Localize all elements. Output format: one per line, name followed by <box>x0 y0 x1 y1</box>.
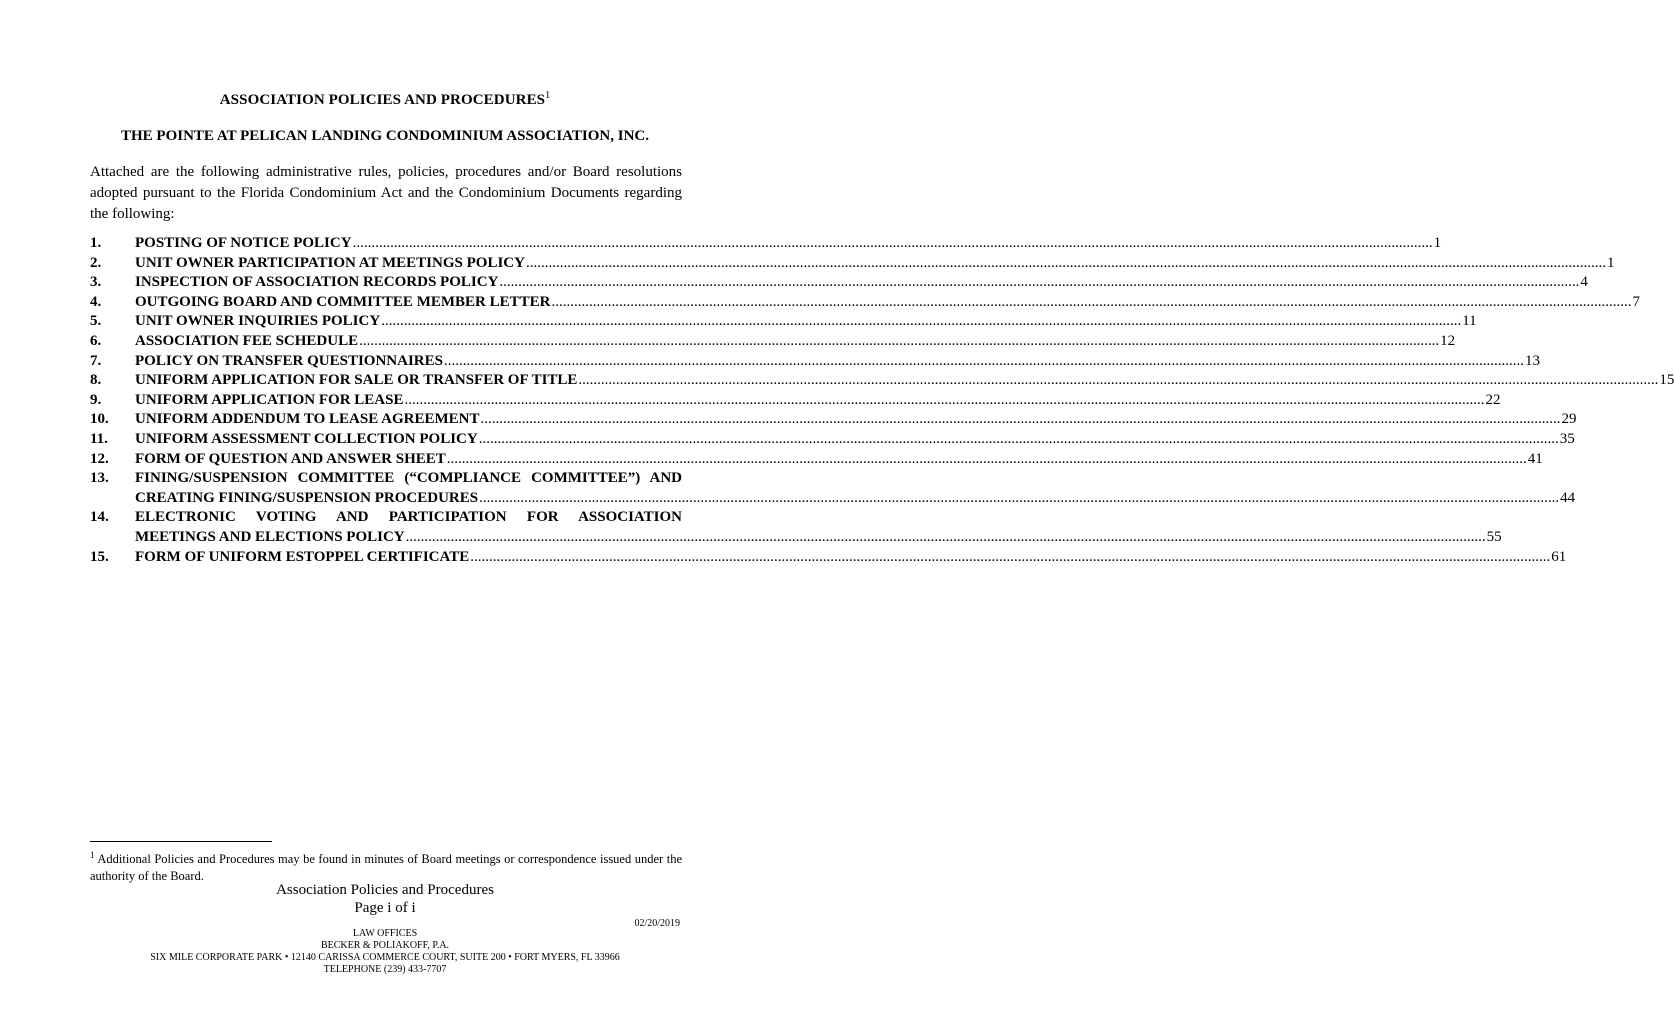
toc-item-number: 6. <box>90 332 102 349</box>
toc-item-page: 55 <box>1486 528 1502 545</box>
toc-dot-leader <box>405 391 1485 411</box>
toc-item-title: UNIT OWNER PARTICIPATION AT MEETINGS POLICY <box>135 254 525 271</box>
toc-item-line <box>135 391 1501 411</box>
toc-item-page: 13 <box>1524 352 1540 369</box>
toc-item-number: 1. <box>90 235 102 251</box>
toc-item-title: FORM OF UNIFORM ESTOPPEL CERTIFICATE <box>135 548 470 565</box>
toc-item <box>90 548 1567 568</box>
toc-item-body <box>135 430 1575 450</box>
toc-dot-leader <box>479 489 1559 509</box>
toc-item <box>90 450 1543 470</box>
toc-item-title: POSTING OF NOTICE POLICY <box>135 235 352 251</box>
toc-item-page: 22 <box>1485 391 1501 408</box>
toc-item-body <box>135 391 1501 411</box>
toc-item-body <box>135 352 1540 372</box>
footnote-text: Additional Policies and Procedures may be found in minutes of Board meetings or correspondence issued under the authority of the Board. <box>90 852 682 883</box>
toc-item-title: MEETINGS AND ELECTIONS POLICY <box>135 528 405 545</box>
toc-item-title: UNIFORM ADDENDUM TO LEASE AGREEMENT <box>135 411 480 428</box>
toc-item-number: 10. <box>90 411 109 428</box>
toc-item-page: 4 <box>1580 274 1588 291</box>
toc-dot-leader <box>470 548 1550 568</box>
toc-item-body <box>135 332 1456 352</box>
toc-item-body <box>135 254 1615 274</box>
toc-item-line <box>135 410 1577 430</box>
toc-item-body <box>135 410 1577 430</box>
toc-item-line <box>135 293 1640 313</box>
toc-item-number: 8. <box>90 372 102 389</box>
page-title <box>0 92 770 109</box>
toc-item-body <box>135 234 1442 254</box>
toc-item-number: 3. <box>90 274 102 291</box>
footer-office-line: BECKER & POLIAKOFF, P.A. <box>320 940 450 951</box>
toc-item <box>90 312 1477 332</box>
toc-item-title: UNIFORM APPLICATION FOR LEASE <box>135 391 404 408</box>
toc-item-page: 11 <box>1462 313 1477 330</box>
title-footnote-mark: 1 <box>545 90 551 101</box>
footnote <box>90 851 682 885</box>
toc-item-body <box>135 312 1477 332</box>
toc-item-title-line: ELECTRONIC VOTING AND PARTICIPATION FOR ASSOCIATION <box>135 509 682 526</box>
toc-item-page: 7 <box>1632 293 1640 310</box>
toc-item-line <box>135 254 1615 274</box>
toc-item-line <box>135 352 1540 372</box>
toc-item-number: 11. <box>90 430 108 447</box>
toc-item-line <box>135 234 1442 254</box>
footnote-mark: 1 <box>90 849 95 860</box>
toc-item-page: 12 <box>1440 332 1456 349</box>
toc-dot-leader <box>578 371 1658 391</box>
toc-item-number: 7. <box>90 352 102 369</box>
toc-item-title: POLICY ON TRANSFER QUESTIONNAIRES <box>135 352 443 369</box>
toc-item <box>90 352 1540 372</box>
toc-item-number: 5. <box>90 313 102 330</box>
toc-item <box>90 254 1615 274</box>
footnote-divider <box>90 841 272 842</box>
footer-office-line: TELEPHONE (239) 433-7707 <box>323 964 447 975</box>
toc-item-title: UNIT OWNER INQUIRIES POLICY <box>135 313 381 330</box>
table-of-contents <box>90 234 1674 567</box>
toc-item-number: 14. <box>90 509 109 526</box>
toc-dot-leader <box>499 273 1579 293</box>
toc-item-line <box>135 430 1575 450</box>
toc-dot-leader <box>479 430 1559 450</box>
toc-item-page: 35 <box>1559 430 1575 447</box>
toc-item-body <box>135 548 1567 568</box>
toc-item-title: INSPECTION OF ASSOCIATION RECORDS POLICY <box>135 274 499 291</box>
toc-item-title: UNIFORM ASSESSMENT COLLECTION POLICY <box>135 430 478 447</box>
toc-item-number: 2. <box>90 254 102 271</box>
toc-item-line <box>135 489 1576 509</box>
toc-dot-leader <box>406 528 1486 548</box>
toc-item-page: 29 <box>1561 411 1577 428</box>
toc-item-title: UNIFORM APPLICATION FOR SALE OR TRANSFER OF TITLE <box>135 372 578 389</box>
toc-item-line <box>135 371 1674 391</box>
toc-item-body <box>135 469 1576 508</box>
toc-item-number: 13. <box>90 470 109 487</box>
toc-item <box>90 430 1575 450</box>
toc-item-page: 15 <box>1659 372 1674 389</box>
toc-item-line <box>135 312 1477 332</box>
toc-item-title: FORM OF QUESTION AND ANSWER SHEET <box>135 450 446 467</box>
toc-item-line <box>135 332 1456 352</box>
toc-item <box>90 391 1501 411</box>
toc-item-title: OUTGOING BOARD AND COMMITTEE MEMBER LETTER <box>135 293 551 310</box>
toc-dot-leader <box>447 450 1527 470</box>
toc-item-number: 4. <box>90 293 102 310</box>
toc-item <box>90 234 1442 254</box>
toc-item-number: 12. <box>90 450 109 467</box>
footer-law-office <box>0 928 770 976</box>
toc-item-page: 61 <box>1551 548 1567 565</box>
footer-page-number: Page i of i <box>354 900 416 916</box>
toc-item-title: CREATING FINING/SUSPENSION PROCEDURES <box>135 489 479 506</box>
toc-item-number: 9. <box>90 391 102 408</box>
toc-item <box>90 293 1640 313</box>
toc-item <box>90 508 1502 547</box>
toc-item-page: 44 <box>1560 489 1576 506</box>
footer-office-line: SIX MILE CORPORATE PARK • 12140 CARISSA COMMERCE COURT, SUITE 200 • FORT MYERS, FL 33966 <box>150 952 620 963</box>
toc-dot-leader <box>444 352 1524 372</box>
toc-dot-leader <box>381 312 1461 332</box>
toc-item-line <box>135 548 1567 568</box>
toc-item-line <box>135 450 1543 470</box>
toc-item-title: ASSOCIATION FEE SCHEDULE <box>135 332 359 349</box>
toc-item-number: 15. <box>90 548 109 565</box>
intro-paragraph: Attached are the following administrative rules, policies, procedures and/or Board resolutions adopted pursuant to the Florida Condominium Act and the Condominium Documents regarding the following: <box>90 164 682 222</box>
toc-item-title-line: FINING/SUSPENSION COMMITTEE (“COMPLIANCE COMMITTEE”) AND <box>135 470 682 487</box>
toc-item-body <box>135 508 1502 547</box>
toc-item-line <box>135 528 1502 548</box>
toc-item-body <box>135 293 1640 313</box>
toc-dot-leader <box>526 254 1606 274</box>
toc-item <box>90 332 1456 352</box>
toc-dot-leader <box>359 332 1439 352</box>
toc-item-page: 1 <box>1606 254 1615 271</box>
toc-dot-leader <box>481 410 1561 430</box>
footer-date: 02/20/2019 <box>634 918 680 929</box>
toc-dot-leader <box>353 234 1433 254</box>
toc-dot-leader <box>551 293 1631 313</box>
toc-item-page: 1 <box>1433 235 1442 251</box>
association-name: THE POINTE AT PELICAN LANDING CONDOMINIUM ASSOCIATION, INC. <box>121 128 649 144</box>
toc-item-page: 41 <box>1527 450 1543 467</box>
toc-item <box>90 273 1588 293</box>
toc-item-body <box>135 450 1543 470</box>
toc-item <box>90 410 1577 430</box>
toc-item-line <box>135 273 1588 293</box>
footer-office-line: LAW OFFICES <box>352 928 418 939</box>
toc-item-body <box>135 273 1588 293</box>
toc-item-body <box>135 371 1674 391</box>
title-text: ASSOCIATION POLICIES AND PROCEDURES <box>219 92 546 108</box>
toc-item <box>90 371 1674 391</box>
toc-item <box>90 469 1576 508</box>
footer-title: Association Policies and Procedures <box>276 882 494 898</box>
